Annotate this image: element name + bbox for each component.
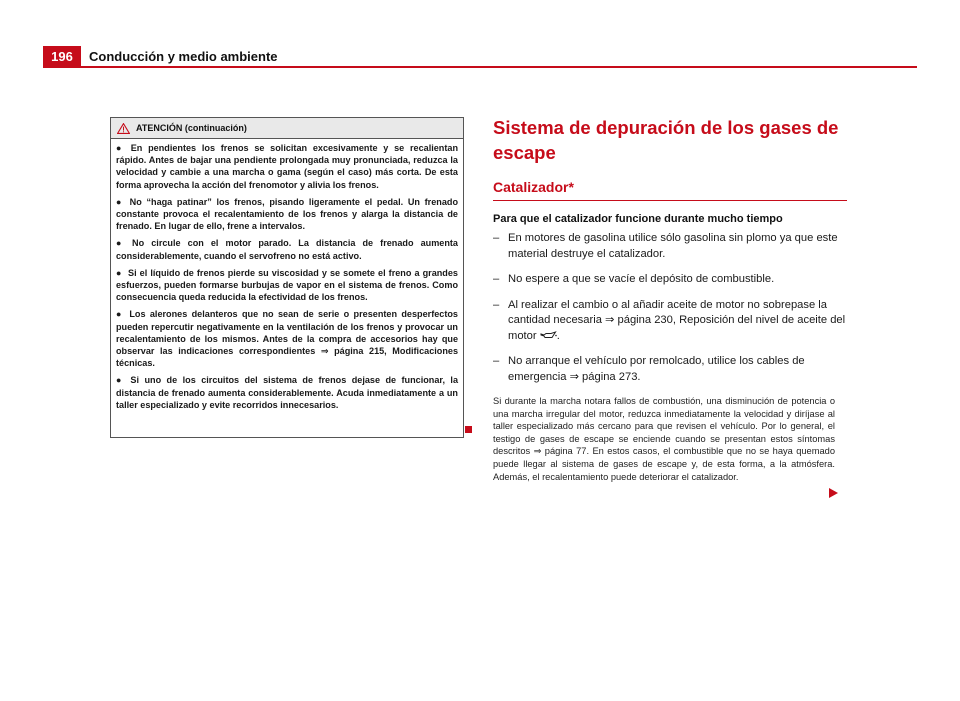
end-of-section-marker [465, 426, 472, 433]
note-paragraph: Si durante la marcha notara fallos de combustión, una disminución de potencia o una marcha irregular del motor, reduzca inmediatamente la velocidad y diríjase al taller especializado más cercano para que revisen el vehículo. Por lo general, el testigo de gases de escape se enciende cuando se presentan estos síntomas descritos ⇒ página 77. En estos casos, el combustible que no se haya quemado puede llegar al sistema de gases de escape y, de esta forma, a la atmósfera. Además, el recalentamiento puede deteriorar el catalizador. [493, 396, 835, 482]
continue-arrow-icon [829, 488, 838, 498]
bullet-icon: ● [116, 196, 124, 207]
list-item: – Al realizar el cambio o al añadir aceite de motor no sobrepase la cantidad necesaria ⇒ página 230, Reposición del nivel de aceite del motor . [493, 298, 846, 342]
warning-item: ● Si el líquido de frenos pierde su viscosidad y se somete el freno a grandes esfuerzos, pueden formarse burbujas de vapor en el sistema de frenos. Como consecuencia queda reducida la efectividad de los frenos. [116, 267, 458, 303]
list-item: – No espere a que se vacíe el depósito de combustible. [493, 273, 775, 285]
warning-triangle-icon [117, 123, 130, 134]
warning-item: ● Si uno de los circuitos del sistema de frenos dejase de funcionar, la distancia de frenado aumenta considerablemente. Acuda inmediatamente a un taller especializado y evite recorridos innecesarios. [116, 375, 459, 410]
warning-item: ● No circule con el motor parado. La distancia de frenado aumenta considerablemente, cuando el servofreno no está activo. [116, 238, 458, 261]
page-number: 196 [43, 46, 81, 67]
bullet-icon: ● [116, 309, 124, 320]
section-title: Sistema de depuración de los gases de escape [493, 117, 839, 163]
instruction-list [493, 231, 847, 385]
subsection-title: Catalizador* [493, 179, 847, 201]
warning-heading-text: ATENCIÓN (continuación) [136, 123, 247, 133]
catalyst-section [493, 115, 847, 483]
chapter-title: Conducción y medio ambiente [89, 49, 278, 64]
warning-item: ● Los alerones delanteros que no sean de serie o presenten desperfectos pueden repercutir negativamente en la ventilación de los frenos y provocar un recalentamiento de los mismos. Antes de la compra de accesorios hay que observar las indicaciones correspondientes ⇒ página 215, Modificaciones técnicas. [116, 309, 458, 369]
warning-box [110, 117, 464, 438]
paragraph-heading: Para que el catalizador funcione durante mucho tiempo [493, 213, 783, 225]
warning-heading [111, 118, 463, 139]
bullet-icon: ● [116, 238, 127, 249]
bullet-icon: ● [116, 375, 125, 386]
bullet-icon: ● [116, 267, 123, 278]
header-divider [43, 66, 917, 68]
oil-can-icon [540, 331, 557, 340]
warning-item: ● En pendientes los frenos se solicitan excesivamente y se recalientan rápido. Antes de bajar una pendiente prolongada muy pronunciada, reduzca la velocidad y cambie a una marcha o gama (según el caso) más corta. De esta forma aprovecha la acción del frenomotor y alivia los frenos. [116, 143, 459, 190]
list-item: – En motores de gasolina utilice sólo gasolina sin plomo ya que este material destruye el catalizador. [493, 232, 838, 260]
warning-item: ● No “haga patinar” los frenos, pisando ligeramente el pedal. Un frenado constante provoca el recalentamiento de los frenos y alarga la distancia de frenado. En lugar de ello, frene a intervalos. [116, 196, 458, 232]
list-item: – No arranque el vehículo por remolcado, utilice los cables de emergencia ⇒ página 273. [493, 355, 805, 383]
bullet-icon: ● [116, 143, 125, 153]
